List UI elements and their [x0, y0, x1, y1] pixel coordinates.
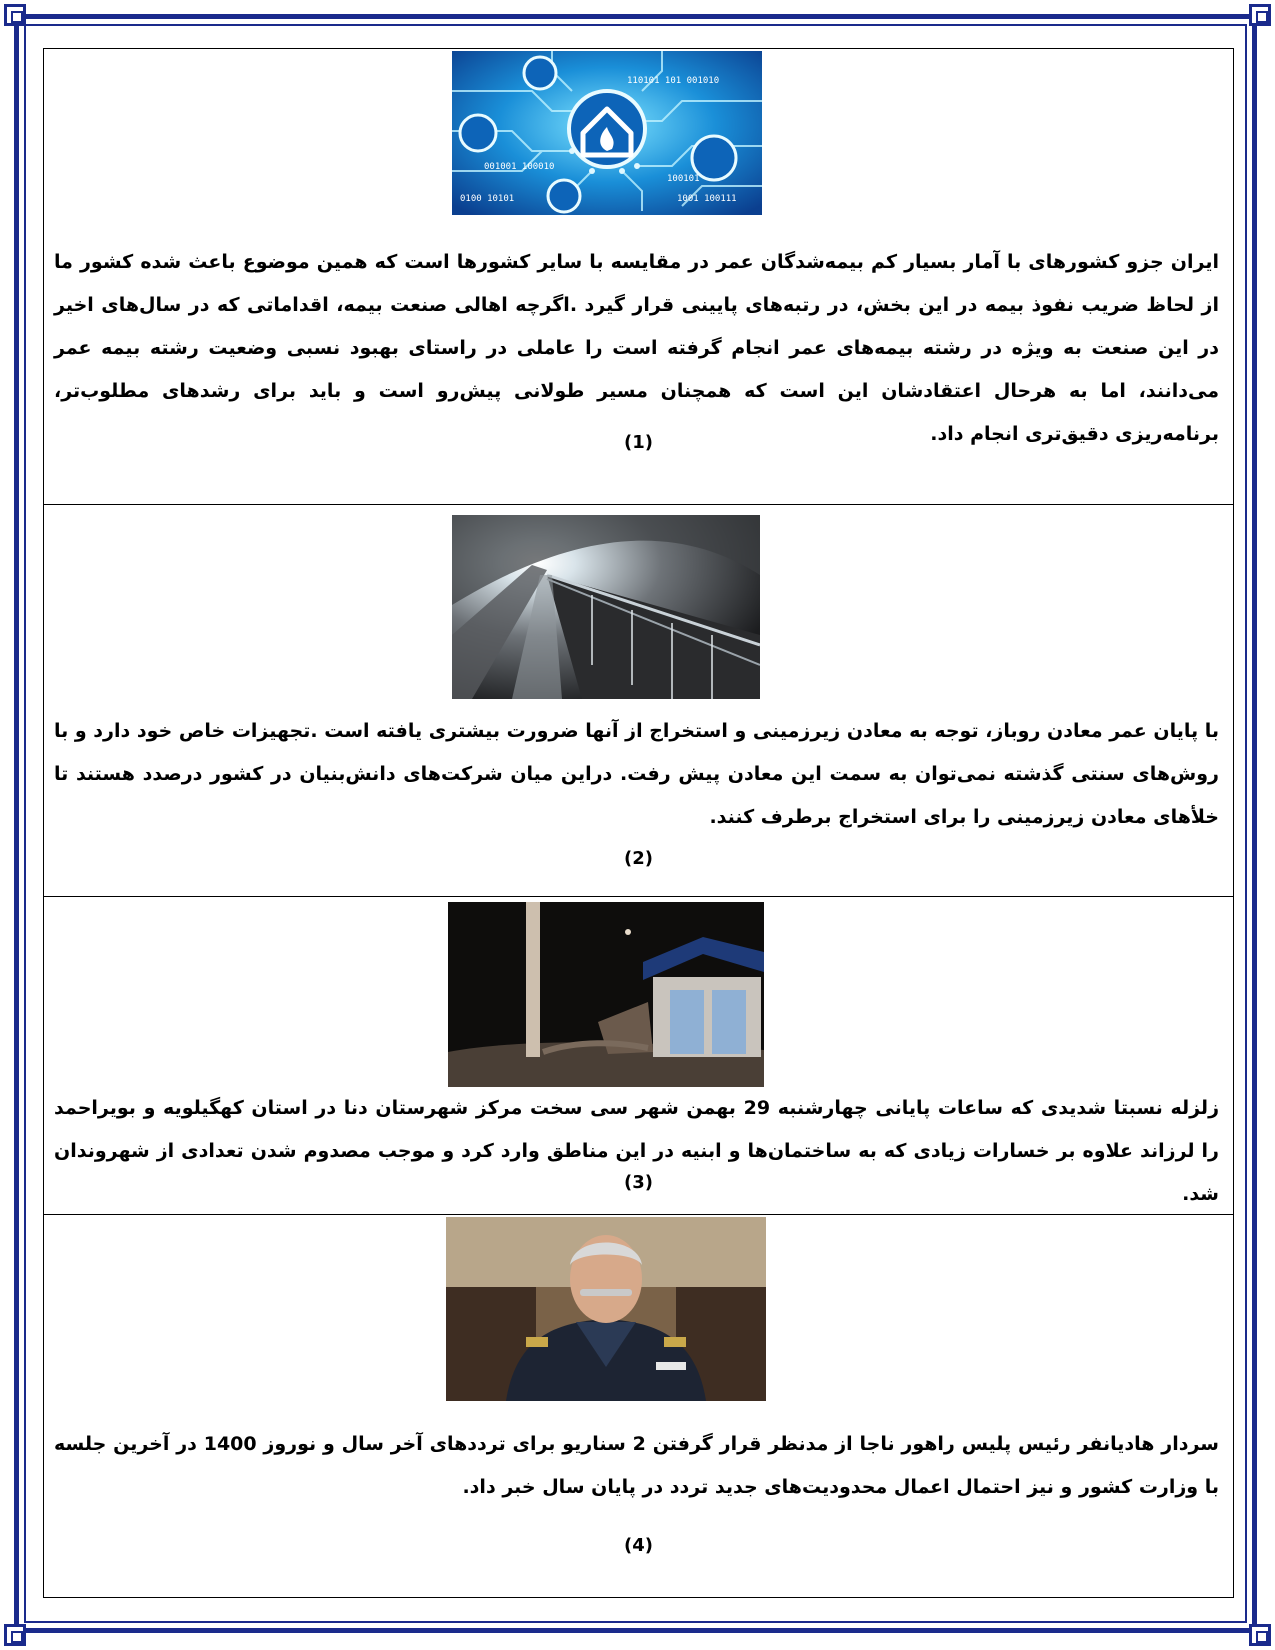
news-paragraph-1: ایران جزو کشورهای با آمار بسیار کم بیمه‌شدگان عمر در مقایسه با سایر کشورها است که همین موضوع باعث شده کشور ما از لحاظ ضریب نفوذ بیمه در این بخش، در رتبه‌های پایینی قرار گیرد .اگرچه اهالی صنعت بیمه، اقداماتی که در سال‌های اخیر در این صنعت به ویژه در رشته بیمه‌های عمر انجام گرفته است را عاملی در راستای بهبود نسبی وضعیت رشته بیمه عمر می‌دانند، اما به هرحال اعتقادشان این است که همچنان مسیر طولانی پیش‌رو است و باید برای رشدهای مطلوب‌تر، برنامه‌ریزی دقیق‌تری انجام داد.	[54, 251, 1219, 445]
frame-corner-ornament	[4, 1624, 26, 1646]
svg-text:001001 100010: 001001 100010	[484, 162, 555, 172]
news-number-4: (4)	[624, 1535, 653, 1556]
police-official-image	[446, 1217, 766, 1401]
news-panel-3	[44, 896, 1233, 1214]
news-paragraph-4: سردار هادیانفر رئیس پلیس راهور ناجا از مدنظر قرار گرفتن 2 سناریو برای ترددهای آخر سال و نوروز 1400 در آخرین جلسه با وزارت کشور و نیز احتمال اعمال محدودیت‌های جدید تردد در پایان سال خبر داد.	[54, 1433, 1219, 1498]
frame-corner-ornament	[4, 4, 26, 26]
svg-text:0100 10101: 0100 10101	[460, 194, 515, 204]
news-panel-4	[44, 1214, 1233, 1597]
news-panel-1	[44, 49, 1233, 504]
news-paragraph-3: زلزله نسبتا شدیدی که ساعات پایانی چهارشنبه 29 بهمن شهر سی سخت مرکز شهرستان دنا در استان کهگیلویه و بویراحمد را لرزاند علاوه بر خسارات زیادی که به ساختمان‌ها و ابنیه در این مناطق وارد کرد و موجب مصدوم شدن تعدادی از شهروندان شد.	[54, 1097, 1220, 1205]
svg-text:1001 100111: 1001 100111	[677, 194, 737, 204]
svg-text:100101: 100101	[667, 174, 700, 184]
news-panel-2	[44, 504, 1233, 896]
news-number-2: (2)	[624, 848, 653, 869]
insurance-technology-image	[452, 51, 762, 215]
news-number-1: (1)	[624, 432, 653, 453]
underground-mine-image	[452, 515, 760, 699]
frame-corner-ornament	[1249, 1624, 1271, 1646]
earthquake-damage-image	[448, 902, 764, 1087]
frame-corner-ornament	[1249, 4, 1271, 26]
news-number-3: (3)	[624, 1172, 653, 1193]
news-table	[43, 48, 1234, 1598]
svg-text:110101 101 001010: 110101 101 001010	[627, 76, 720, 86]
news-paragraph-2: با پایان عمر معادن روباز، توجه به معادن زیرزمینی و استخراج از آنها ضرورت بیشتری یافته است .تجهیزات خاص خود دارد و با روش‌های سنتی گذشته نمی‌توان به سمت این معادن پیش رفت. دراین میان شرکت‌های دانش‌بنیان در کشور درصدد هستند تا خلأهای معادن زیرزمینی را برای استخراج برطرف کنند.	[53, 720, 1219, 828]
